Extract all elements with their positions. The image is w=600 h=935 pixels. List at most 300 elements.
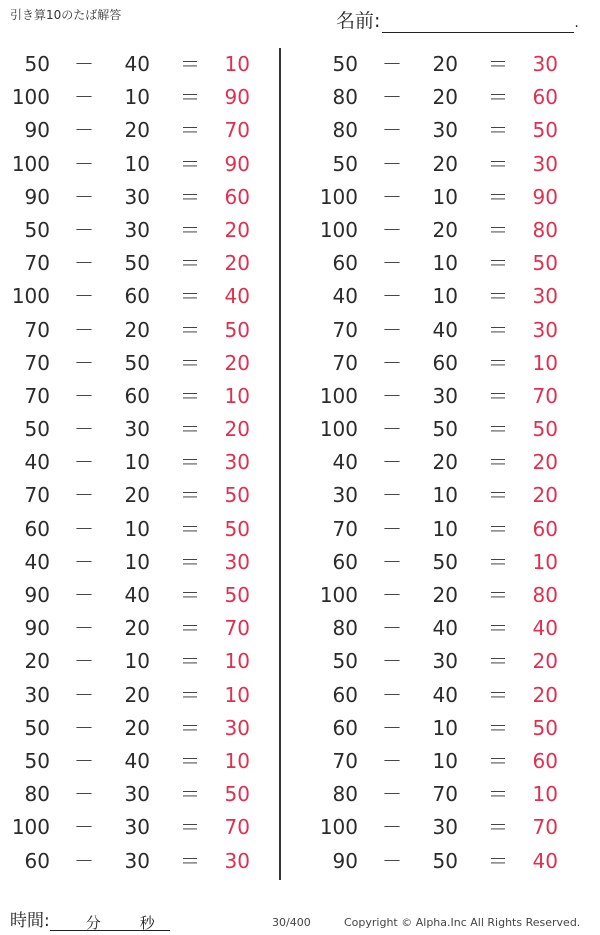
problem-row: [308, 645, 588, 678]
problem-row: [308, 114, 588, 147]
subtrahend: 40: [432, 317, 458, 342]
time-label: 時間:: [10, 911, 50, 931]
minuend: 60: [332, 682, 358, 707]
problem-row: [308, 181, 588, 214]
problem-row: [308, 845, 588, 878]
answer: 20: [532, 450, 558, 475]
subtrahend: 10: [432, 715, 458, 740]
minuend: 40: [24, 549, 50, 574]
answer: 60: [532, 748, 558, 773]
answer: 30: [532, 151, 558, 176]
subtrahend: 20: [432, 217, 458, 242]
name-label: 名前:: [336, 10, 381, 32]
equals-sign: ＝: [180, 450, 200, 475]
equals-sign: ＝: [180, 52, 200, 76]
minus-sign: －: [382, 317, 402, 342]
subtrahend: 60: [124, 383, 150, 408]
subtrahend: 10: [124, 549, 150, 574]
minus-sign: －: [382, 118, 402, 143]
minuend: 50: [24, 748, 50, 773]
equals-sign: ＝: [488, 450, 508, 475]
minuend: 70: [332, 350, 358, 375]
answer: 30: [224, 450, 250, 475]
minuend: 100: [319, 184, 358, 209]
problem-row: [0, 712, 280, 745]
minus-sign: －: [382, 450, 402, 475]
subtrahend: 20: [124, 715, 150, 740]
minuend: 60: [332, 715, 358, 740]
equals-sign: ＝: [180, 649, 200, 674]
minus-sign: －: [74, 184, 94, 209]
problem-row: [308, 214, 588, 247]
minus-sign: －: [74, 782, 94, 807]
equals-sign: ＝: [488, 251, 508, 276]
answer: 20: [532, 649, 558, 674]
problem-row: [0, 778, 280, 811]
minuend: 100: [319, 383, 358, 408]
problem-row: [308, 280, 588, 313]
name-blank-line: [382, 14, 574, 33]
subtrahend: 10: [432, 748, 458, 773]
equals-sign: ＝: [180, 251, 200, 276]
answer: 30: [224, 715, 250, 740]
problem-row: [0, 81, 280, 114]
problem-row: [0, 347, 280, 380]
problem-row: [308, 745, 588, 778]
subtrahend: 20: [124, 483, 150, 508]
equals-sign: ＝: [180, 815, 200, 840]
answer: 30: [532, 317, 558, 342]
answer: 10: [532, 549, 558, 574]
minus-sign: －: [382, 815, 402, 840]
problem-row: [0, 314, 280, 347]
answer: 10: [224, 649, 250, 674]
minus-sign: －: [74, 483, 94, 508]
minus-sign: －: [74, 118, 94, 143]
problem-row: [0, 479, 280, 512]
equals-sign: ＝: [180, 184, 200, 209]
minus-sign: －: [382, 284, 402, 309]
problem-row: [308, 81, 588, 114]
answer: 40: [532, 616, 558, 641]
equals-sign: ＝: [488, 549, 508, 574]
answer: 10: [224, 748, 250, 773]
subtrahend: 10: [432, 516, 458, 541]
minus-sign: －: [74, 516, 94, 541]
problem-row: [308, 314, 588, 347]
minuend: 90: [24, 184, 50, 209]
minus-sign: －: [74, 317, 94, 342]
answer: 50: [532, 251, 558, 276]
minuend: 40: [332, 450, 358, 475]
minus-sign: －: [382, 748, 402, 773]
problem-row: [308, 811, 588, 844]
subtrahend: 30: [124, 782, 150, 807]
equals-sign: ＝: [488, 52, 508, 76]
subtrahend: 30: [124, 848, 150, 873]
minuend: 100: [11, 815, 50, 840]
equals-sign: ＝: [488, 848, 508, 873]
problem-row: [308, 347, 588, 380]
subtrahend: 10: [432, 483, 458, 508]
equals-sign: ＝: [488, 583, 508, 607]
minus-sign: －: [74, 450, 94, 475]
subtrahend: 50: [432, 417, 458, 442]
answer: 80: [532, 217, 558, 242]
answer: 30: [224, 549, 250, 574]
problem-row: [308, 612, 588, 645]
equals-sign: ＝: [180, 715, 200, 740]
subtrahend: 30: [432, 815, 458, 840]
equals-sign: ＝: [180, 85, 200, 110]
minuend: 100: [319, 217, 358, 242]
equals-sign: ＝: [180, 383, 200, 408]
minuend: 70: [332, 516, 358, 541]
problem-row: [0, 612, 280, 645]
subtrahend: 20: [432, 583, 458, 607]
subtrahend: 50: [124, 350, 150, 375]
minus-sign: －: [382, 184, 402, 209]
subtrahend: 10: [124, 450, 150, 475]
name-field: [336, 6, 579, 33]
minus-sign: －: [74, 284, 94, 309]
minus-sign: －: [74, 417, 94, 442]
minus-sign: －: [382, 516, 402, 541]
worksheet-title: 引き算10のたば解答: [10, 8, 122, 22]
answer: 10: [224, 682, 250, 707]
answer: 50: [224, 483, 250, 508]
subtrahend: 10: [432, 251, 458, 276]
answer: 20: [224, 417, 250, 442]
minus-sign: －: [382, 85, 402, 110]
problem-row: [0, 579, 280, 612]
subtrahend: 20: [124, 616, 150, 641]
equals-sign: ＝: [180, 583, 200, 607]
minus-sign: －: [74, 815, 94, 840]
equals-sign: ＝: [488, 151, 508, 176]
subtrahend: 30: [432, 383, 458, 408]
problem-row: [0, 114, 280, 147]
minus-sign: －: [382, 350, 402, 375]
equals-sign: ＝: [180, 284, 200, 309]
equals-sign: ＝: [180, 782, 200, 807]
subtrahend: 60: [432, 350, 458, 375]
minuend: 90: [332, 848, 358, 873]
subtrahend: 30: [124, 217, 150, 242]
answer: 50: [224, 317, 250, 342]
subtrahend: 30: [432, 118, 458, 143]
minus-sign: －: [382, 549, 402, 574]
subtrahend: 20: [432, 52, 458, 76]
left-problem-column: [0, 48, 280, 878]
subtrahend: 40: [432, 616, 458, 641]
answer: 30: [532, 52, 558, 76]
minuend: 90: [24, 583, 50, 607]
minuend: 20: [24, 649, 50, 674]
minuend: 70: [332, 317, 358, 342]
minuend: 30: [24, 682, 50, 707]
equals-sign: ＝: [488, 184, 508, 209]
minuend: 50: [24, 715, 50, 740]
minuend: 100: [11, 284, 50, 309]
name-dot: .: [574, 15, 579, 31]
equals-sign: ＝: [488, 748, 508, 773]
subtrahend: 10: [432, 284, 458, 309]
answer: 50: [532, 118, 558, 143]
problem-row: [0, 380, 280, 413]
minuend: 60: [332, 549, 358, 574]
minuend: 30: [332, 483, 358, 508]
second-label: 秒: [139, 914, 155, 932]
equals-sign: ＝: [488, 417, 508, 442]
equals-sign: ＝: [488, 649, 508, 674]
equals-sign: ＝: [180, 350, 200, 375]
equals-sign: ＝: [488, 85, 508, 110]
subtrahend: 20: [432, 450, 458, 475]
problem-row: [308, 247, 588, 280]
minuend: 40: [24, 450, 50, 475]
answer: 30: [224, 848, 250, 873]
minus-sign: －: [74, 616, 94, 641]
equals-sign: ＝: [488, 350, 508, 375]
subtrahend: 20: [124, 682, 150, 707]
minuend: 80: [332, 616, 358, 641]
equals-sign: ＝: [180, 848, 200, 873]
problem-row: [0, 214, 280, 247]
minuend: 100: [319, 815, 358, 840]
subtrahend: 40: [124, 52, 150, 76]
time-blank-line: [50, 912, 170, 931]
problem-row: [308, 513, 588, 546]
answer: 40: [532, 848, 558, 873]
minus-sign: －: [382, 52, 402, 76]
equals-sign: ＝: [180, 118, 200, 143]
problem-row: [0, 679, 280, 712]
minus-sign: －: [74, 682, 94, 707]
minuend: 50: [332, 52, 358, 76]
subtrahend: 20: [432, 151, 458, 176]
minuend: 40: [332, 284, 358, 309]
minuend: 100: [11, 151, 50, 176]
subtrahend: 10: [124, 649, 150, 674]
minuend: 80: [332, 118, 358, 143]
answer: 80: [532, 583, 558, 607]
minus-sign: －: [74, 85, 94, 110]
minus-sign: －: [74, 649, 94, 674]
minus-sign: －: [382, 649, 402, 674]
problem-row: [0, 181, 280, 214]
minus-sign: －: [74, 748, 94, 773]
minus-sign: －: [382, 782, 402, 807]
equals-sign: ＝: [488, 383, 508, 408]
answer: 20: [532, 483, 558, 508]
time-field: [10, 906, 170, 931]
subtrahend: 10: [432, 184, 458, 209]
answer: 90: [224, 85, 250, 110]
minus-sign: －: [74, 350, 94, 375]
subtrahend: 60: [124, 284, 150, 309]
minus-sign: －: [74, 151, 94, 176]
equals-sign: ＝: [488, 217, 508, 242]
answer: 10: [224, 383, 250, 408]
problem-row: [0, 148, 280, 181]
minus-sign: －: [74, 848, 94, 873]
equals-sign: ＝: [488, 682, 508, 707]
answer: 20: [224, 217, 250, 242]
minus-sign: －: [382, 715, 402, 740]
answer: 60: [532, 516, 558, 541]
answer: 50: [224, 583, 250, 607]
equals-sign: ＝: [180, 549, 200, 574]
equals-sign: ＝: [488, 616, 508, 641]
equals-sign: ＝: [488, 815, 508, 840]
problem-row: [0, 745, 280, 778]
minuend: 50: [24, 217, 50, 242]
equals-sign: ＝: [180, 516, 200, 541]
minus-sign: －: [74, 583, 94, 607]
minuend: 80: [332, 782, 358, 807]
minuend: 50: [332, 151, 358, 176]
minus-sign: －: [74, 217, 94, 242]
equals-sign: ＝: [488, 483, 508, 508]
problem-row: [308, 479, 588, 512]
answer: 60: [224, 184, 250, 209]
answer: 20: [224, 350, 250, 375]
equals-sign: ＝: [488, 317, 508, 342]
subtrahend: 30: [124, 815, 150, 840]
copyright-notice: Copyright © Alpha.Inc All Rights Reserved.: [344, 916, 581, 929]
answer: 10: [532, 350, 558, 375]
equals-sign: ＝: [488, 516, 508, 541]
problem-row: [308, 413, 588, 446]
equals-sign: ＝: [180, 417, 200, 442]
minus-sign: －: [382, 583, 402, 607]
minuend: 70: [24, 483, 50, 508]
problem-row: [308, 546, 588, 579]
equals-sign: ＝: [180, 682, 200, 707]
answer: 50: [532, 715, 558, 740]
minus-sign: －: [382, 417, 402, 442]
subtrahend: 50: [124, 251, 150, 276]
equals-sign: ＝: [180, 317, 200, 342]
minuend: 50: [332, 649, 358, 674]
minus-sign: －: [382, 383, 402, 408]
subtrahend: 40: [432, 682, 458, 707]
subtrahend: 40: [124, 748, 150, 773]
minus-sign: －: [382, 682, 402, 707]
subtrahend: 40: [124, 583, 150, 607]
answer: 50: [224, 782, 250, 807]
equals-sign: ＝: [180, 748, 200, 773]
equals-sign: ＝: [488, 118, 508, 143]
minus-sign: －: [382, 251, 402, 276]
equals-sign: ＝: [180, 616, 200, 641]
answer: 70: [532, 383, 558, 408]
minus-sign: －: [74, 52, 94, 76]
answer: 30: [532, 284, 558, 309]
minuend: 80: [24, 782, 50, 807]
minute-label: 分: [85, 914, 101, 932]
page-number: 30/400: [272, 916, 311, 929]
minus-sign: －: [382, 616, 402, 641]
minuend: 80: [332, 85, 358, 110]
minuend: 70: [24, 350, 50, 375]
answer: 50: [532, 417, 558, 442]
minuend: 70: [24, 317, 50, 342]
equals-sign: ＝: [488, 284, 508, 309]
problem-row: [0, 446, 280, 479]
minuend: 100: [11, 85, 50, 110]
problem-row: [0, 247, 280, 280]
subtrahend: 30: [124, 417, 150, 442]
subtrahend: 10: [124, 151, 150, 176]
problem-row: [0, 546, 280, 579]
problem-row: [308, 380, 588, 413]
problem-row: [0, 413, 280, 446]
equals-sign: ＝: [488, 782, 508, 807]
subtrahend: 20: [432, 85, 458, 110]
subtrahend: 70: [432, 782, 458, 807]
subtrahend: 20: [124, 118, 150, 143]
answer: 70: [532, 815, 558, 840]
equals-sign: ＝: [488, 715, 508, 740]
minus-sign: －: [382, 483, 402, 508]
minuend: 60: [332, 251, 358, 276]
problem-row: [308, 679, 588, 712]
answer: 50: [224, 516, 250, 541]
minuend: 60: [24, 516, 50, 541]
answer: 70: [224, 616, 250, 641]
subtrahend: 30: [124, 184, 150, 209]
problem-row: [0, 48, 280, 81]
minuend: 50: [24, 417, 50, 442]
problem-row: [0, 845, 280, 878]
minuend: 90: [24, 118, 50, 143]
subtrahend: 30: [432, 649, 458, 674]
answer: 70: [224, 815, 250, 840]
problem-row: [0, 811, 280, 844]
answer: 70: [224, 118, 250, 143]
problem-row: [308, 148, 588, 181]
subtrahend: 10: [124, 85, 150, 110]
subtrahend: 50: [432, 848, 458, 873]
minuend: 100: [319, 583, 358, 607]
subtrahend: 10: [124, 516, 150, 541]
minuend: 70: [24, 383, 50, 408]
subtrahend: 50: [432, 549, 458, 574]
minus-sign: －: [382, 151, 402, 176]
minuend: 70: [24, 251, 50, 276]
answer: 20: [532, 682, 558, 707]
answer: 60: [532, 85, 558, 110]
minus-sign: －: [382, 217, 402, 242]
answer: 10: [532, 782, 558, 807]
answer: 40: [224, 284, 250, 309]
problem-row: [308, 446, 588, 479]
problem-row: [308, 778, 588, 811]
answer: 90: [224, 151, 250, 176]
minus-sign: －: [74, 251, 94, 276]
minus-sign: －: [74, 549, 94, 574]
problem-row: [0, 280, 280, 313]
minuend: 100: [319, 417, 358, 442]
minuend: 70: [332, 748, 358, 773]
answer: 10: [224, 52, 250, 76]
minus-sign: －: [74, 383, 94, 408]
minuend: 60: [24, 848, 50, 873]
equals-sign: ＝: [180, 151, 200, 176]
right-problem-column: [308, 48, 588, 878]
